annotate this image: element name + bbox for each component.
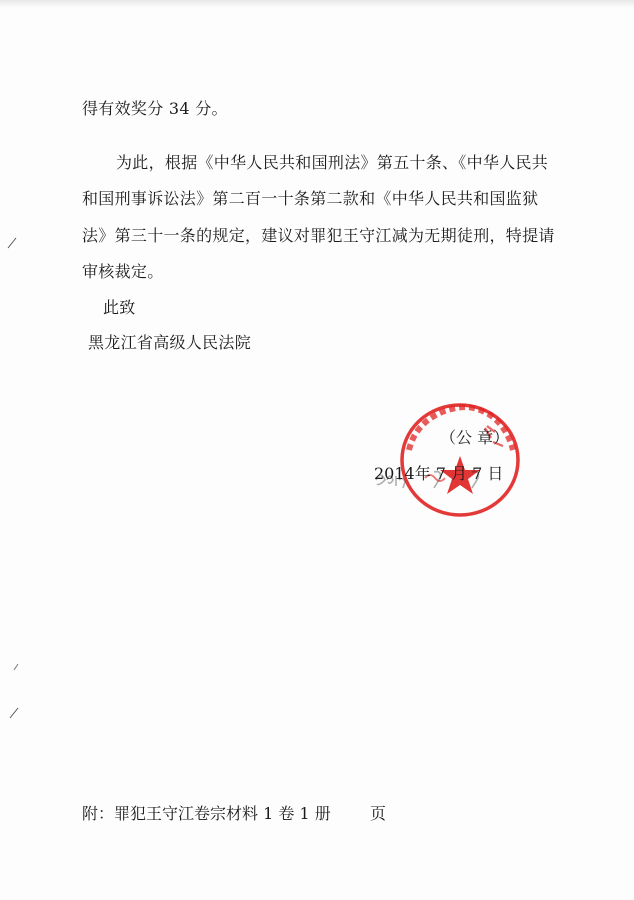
recipient: 黑龙江省高级人民法院 <box>88 333 252 352</box>
scan-mark <box>10 660 24 674</box>
salutation: 此致 <box>103 298 136 317</box>
body-line-1: 得有效奖分 34 分。 <box>82 99 228 118</box>
attachment-note: 附：罪犯王守江卷宗材料 1 卷 1 册 <box>82 804 331 823</box>
body-line-3: 和国刑事诉讼法》第二百一十条第二款和《中华人民共和国监狱 <box>82 189 539 208</box>
date-text: 2014年 7 月 7 日 <box>374 464 504 483</box>
scan-edge-shadow <box>0 0 634 8</box>
official-seal-stamp <box>395 398 525 522</box>
scan-mark <box>8 706 22 720</box>
body-line-2: 为此，根据《中华人民共和国刑法》第五十条、《中华人民共 <box>116 153 549 172</box>
attachment-page-label: 页 <box>370 804 387 823</box>
seal-label: （公 章） <box>440 428 510 447</box>
body-line-4: 法》第三十一条的规定，建议对罪犯王守江减为无期徒刑，特提请 <box>82 226 555 245</box>
body-line-5: 审核裁定。 <box>82 262 164 281</box>
scan-mark <box>6 236 20 250</box>
signature-date <box>374 462 514 492</box>
